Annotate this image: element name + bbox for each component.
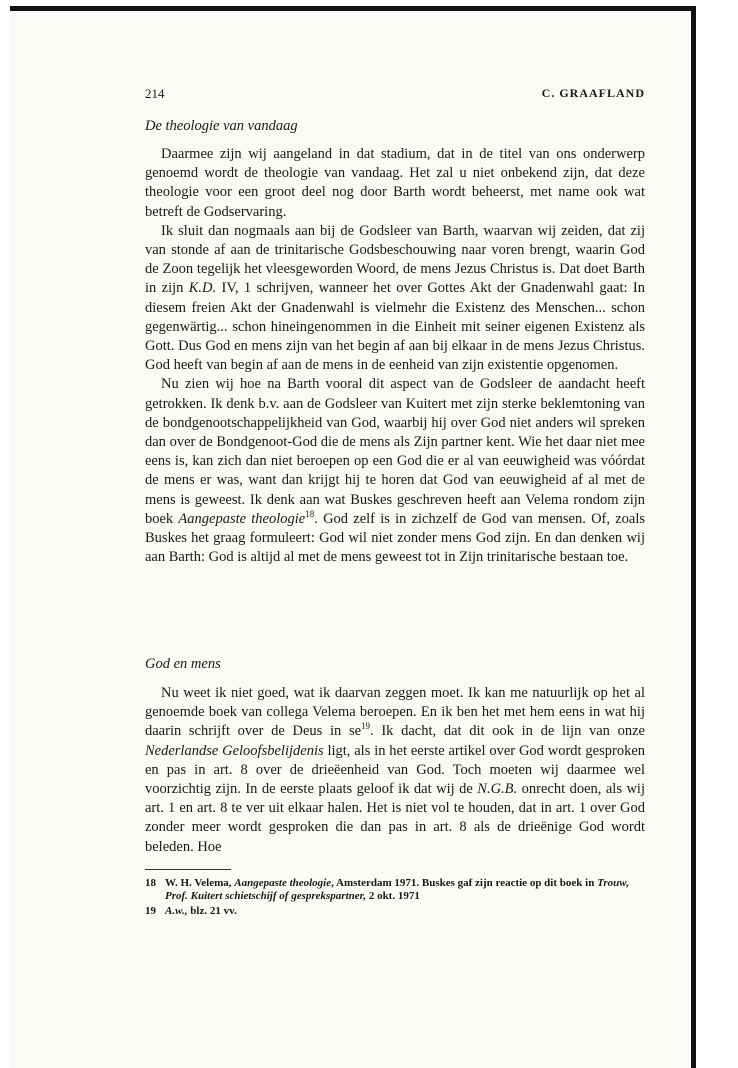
section-heading-theologie: De theologie van vandaag [145, 118, 298, 134]
footnote-18-number: 18 [145, 877, 156, 889]
paragraph-3: Nu zien wij hoe na Barth vooral dit aspect van de Godsleer de aandacht heeft getrokken. Ik denk b.v. aan de Godsleer van Kuitert met zijn sterke beklemtoning van de bondgenootschappelijkheid van God, waarbij hij over God niet anders wil spreken dan over de Bondgenoot-God die de mens als Zijn partner kent. Wie het daar niet mee eens is, kan zich dan niet beroepen op een God die er al van eeuwigheid was vóórdat de mens er was, want dan krijgt hij te horen dat God van eeuwigheid af al met de mens is geweest. Ik denk aan wat Buskes geschreven heeft aan Velema rondom zijn boek Aangepaste theologie$^{18}$. God zelf is in zichzelf de God van mensen. Of, zoals Buskes het graag formuleert: God wil niet zonder mens God zijn. En dan denken wij aan Barth: God is altijd al met de mens geweest tot in Zijn trinitarische bestaan toe. [145, 376, 645, 566]
section-heading-god-en-mens: God en mens [145, 656, 221, 672]
running-header [145, 86, 645, 102]
section-body-god-en-mens [145, 684, 645, 857]
footnote-19-number: 19 [145, 905, 156, 917]
footnote-ref-19: 19 [361, 721, 371, 732]
page-right-edge [691, 6, 696, 1068]
footnote-18: 18 W. H. Velema, Aangepaste theologie, Amsterdam 1971. Buskes gaf zijn reactie op dit boek in Trouw, Prof. Kuitert schietschijf of gesprekspartner, 2 okt. 1971 [145, 877, 629, 902]
paragraph-2: Ik sluit dan nogmaals aan bij de Godsleer van Barth, waarvan wij zeiden, dat zij van stonde af aan de trinitarische Godsbeschouwing naar voren brengt, waarin God de Zoon tegelijk het vleesgeworden Woord, de mens Jezus Christus is. Dat doet Barth in zijn K.D. IV, 1 schrijven, wanneer het over Gottes Akt der Gnadenwahl gaat: In diesem freien Akt der Gnadenwahl is vielmehr die Existenz des Menschen... schon gegenwärtig... schon hineingenommen in die Einheit mit seiner eigenen Existenz als Gott. Dus God en mens zijn van het begin af aan bij elkaar in de mens Jezus Christus. God heeft van begin af aan de mens in de eenheid van zijn existentie opgenomen. [145, 222, 645, 374]
paragraph-1: Daarmee zijn wij aangeland in dat stadium, dat in de titel van ons onderwerp genoemd wordt de theologie van vandaag. Het zal u niet onbekend zijn, dat deze theologie voor een groot deel nog door Barth wordt beheerst, met name ook wat betreft de Godservaring. [145, 146, 645, 220]
footnote-19: 19 A.w., blz. 21 vv. [145, 905, 237, 917]
footnote-separator [145, 869, 231, 870]
paragraph-4: Nu weet ik niet goed, wat ik daarvan zeggen moet. Ik kan me natuurlijk op het al genoemde boek van collega Velema beroepen. En ik ben het met hem eens in wat hij daarin schrijft over de Deus in $se^{19}$. Ik dacht, dat dit ook in de lijn van onze Nederlandse Geloofsbelijdenis ligt, als in het eerste artikel over God wordt gesproken en pas in art. 8 over de drieëenheid van God. Toch moeten wij daarmee wel voorzichtig zijn. In de eerste plaats geloof ik dat wij de N.G.B. onrecht doen, als wij art. 1 en art. 8 te ver uit elkaar halen. Het is niet vol te houden, dat in art. 1 over God zonder meer wordt gesproken die dan pas in art. 8 als de drieënige God wordt beleden. Hoe [145, 685, 646, 855]
section-body-theologie [145, 145, 645, 567]
footnote-ref-18: 18 [305, 509, 315, 520]
page-number: 214 [145, 86, 165, 101]
running-author: C. GRAAFLAND [541, 86, 645, 100]
